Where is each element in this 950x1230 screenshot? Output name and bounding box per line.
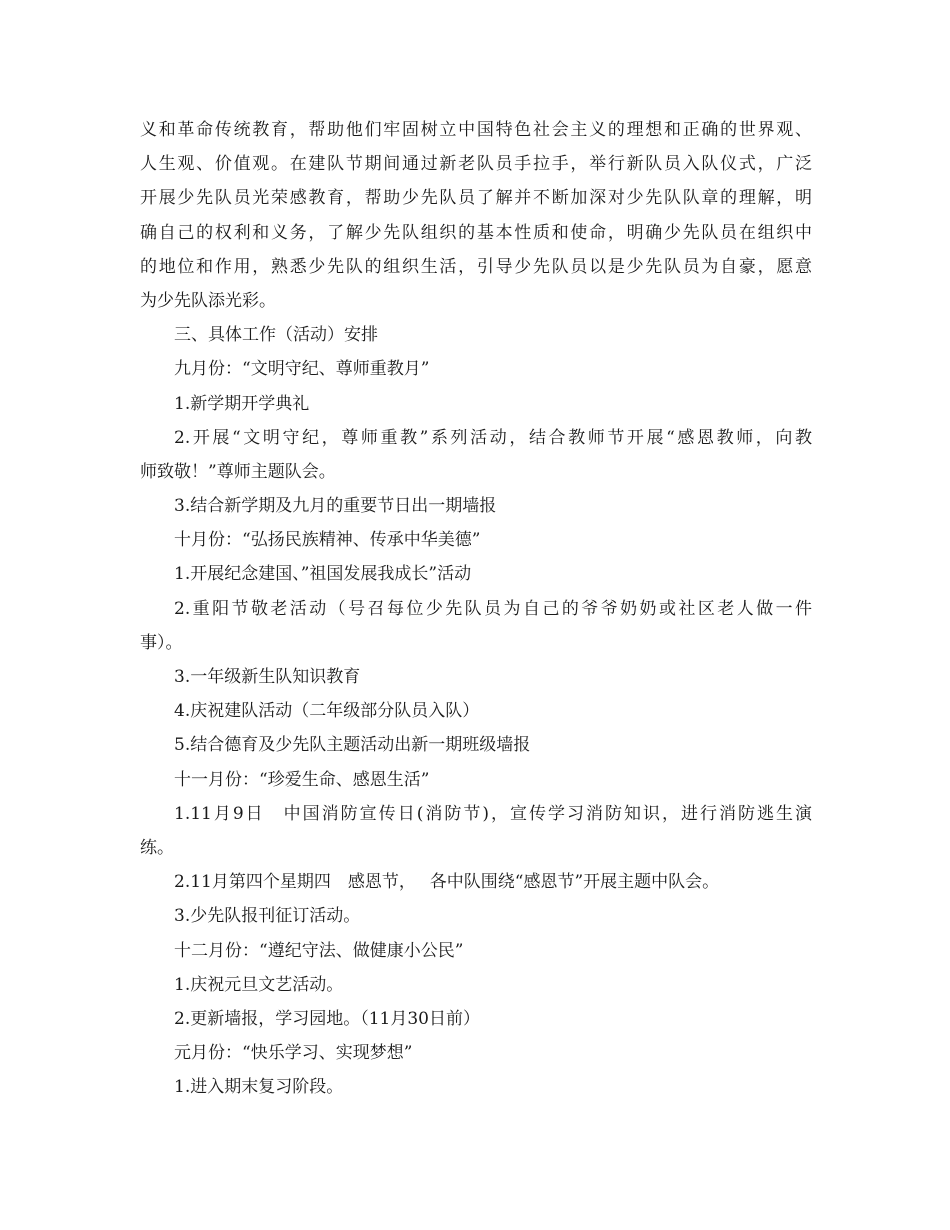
text-line: 1.进入期末复习阶段。: [174, 1077, 344, 1098]
text-line: 事）。: [140, 632, 183, 653]
text-line: 1.庆祝元旦文艺活动。: [174, 974, 344, 995]
text-line: 5.结合德育及少先队主题活动出新一期班级墙报: [174, 735, 531, 756]
text-line: 确自己的权利和义务，了解少先队组织的基本性质和使命，明确少先队员在组织中: [140, 222, 812, 243]
text-line: 1.开展纪念建国、”祖国发展我成长”活动: [174, 564, 472, 585]
text-line: 4.庆祝建队活动（二年级部分队员入队）: [174, 701, 480, 722]
text-line: 2.重阳节敬老活动（号召每位少先队员为自己的爷爷奶奶或社区老人做一件: [174, 598, 812, 619]
text-line: 十一月份：“珍爱生命、感恩生活”: [174, 769, 430, 790]
text-line: 为少先队添光彩。: [140, 290, 276, 311]
text-line: 2.更新墙报，学习园地。（11月30日前）: [174, 1008, 480, 1029]
text-line: 开展少先队员光荣感教育，帮助少先队员了解并不断加深对少先队队章的理解，明: [140, 188, 812, 209]
text-line: 人生观、价值观。在建队节期间通过新老队员手拉手，举行新队员入队仪式，广泛: [140, 154, 812, 175]
text-line: 师致敬！”尊师主题队会。: [140, 461, 336, 482]
text-line: 十月份：“弘扬民族精神、传承中华美德”: [174, 530, 481, 551]
text-line: 练。: [140, 837, 174, 858]
text-line: 十二月份：“遵纪守法、做健康小公民”: [174, 940, 464, 961]
text-line: 三、具体工作（活动）安排: [174, 325, 378, 346]
text-line: 3.少先队报刊征订活动。: [174, 906, 361, 927]
text-line: 元月份：“快乐学习、实现梦想”: [174, 1043, 413, 1064]
text-line: 1.11月9日 中国消防宣传日(消防节)，宣传学习消防知识，进行消防逃生演: [174, 803, 812, 824]
text-line: 九月份：“文明守纪、尊师重教月”: [174, 359, 430, 380]
text-line: 3.一年级新生队知识教育: [174, 667, 361, 687]
text-line: 2.11月第四个星期四 感恩节， 各中队围绕“感恩节”开展主题中队会。: [174, 872, 720, 893]
text-line: 2.开展“文明守纪，尊师重教”系列活动，结合教师节开展“感恩教师，向教: [174, 427, 812, 448]
text-line: 3.结合新学期及九月的重要节日出一期墙报: [174, 496, 497, 517]
text-line: 1.新学期开学典礼: [174, 393, 310, 414]
text-line: 的地位和作用，熟悉少先队的组织生活，引导少先队员以是少先队员为自豪，愿意: [140, 256, 812, 277]
document-body: [140, 113, 812, 1104]
text-line: 义和革命传统教育，帮助他们牢固树立中国特色社会主义的理想和正确的世界观、: [140, 120, 812, 140]
